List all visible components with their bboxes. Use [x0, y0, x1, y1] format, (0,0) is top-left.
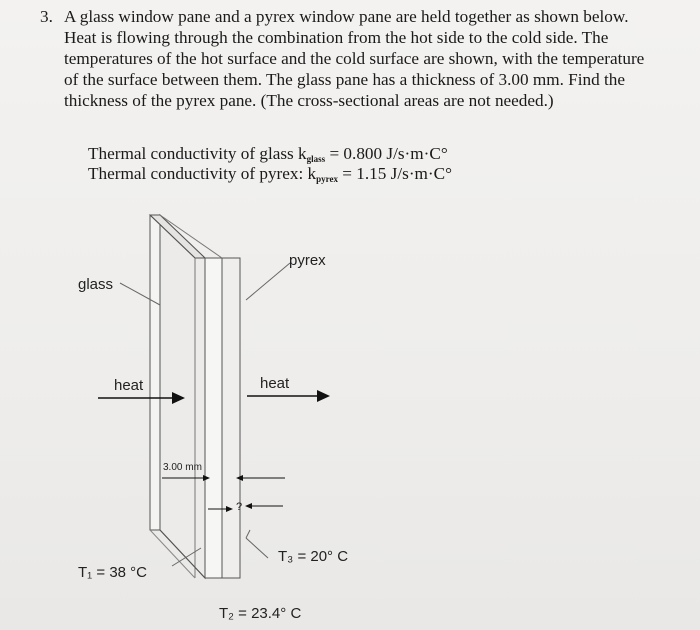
- pyrex-label: pyrex: [289, 252, 326, 269]
- glass-pane-front: [150, 215, 160, 530]
- t3-label: T₃ = 20° C: [278, 548, 349, 565]
- given-pyrex-subscript: pyrex: [316, 174, 338, 184]
- problem-line: of the surface between them. The glass pane has a thickness of 3.00 mm. Find the: [64, 70, 625, 89]
- given-pyrex-prefix: Thermal conductivity of pyrex: k: [88, 164, 317, 183]
- pyrex-pane-front: [205, 258, 222, 578]
- unknown-arrowhead-right: [245, 503, 252, 509]
- heat-in-label: heat: [114, 377, 144, 394]
- t1-label: T₁ = 38 °C: [78, 564, 148, 581]
- pyrex-leader-line: [246, 263, 290, 300]
- t2-label: T₂ = 23.4° C: [219, 605, 302, 622]
- given-pyrex-value: = 1.15 J/s·m·C°: [338, 164, 452, 183]
- given-glass-prefix: Thermal conductivity of glass k: [88, 144, 307, 163]
- pyrex-thickness-unknown: ?: [236, 501, 243, 513]
- glass-thickness-label: 3.00 mm: [163, 462, 202, 473]
- t3-leader-line: [246, 538, 268, 558]
- problem-line: thickness of the pyrex pane. (The cross-sectional areas are not needed.): [64, 91, 554, 110]
- glass-label: glass: [78, 276, 114, 293]
- heat-out-label: heat: [260, 375, 290, 392]
- problem-line: A glass window pane and a pyrex window pane are held together as shown below.: [64, 7, 629, 26]
- heat-out-arrowhead: [317, 390, 330, 402]
- given-glass-value: = 0.800 J/s·m·C°: [325, 144, 448, 163]
- problem-line: Heat is flowing through the combination from the hot side to the cold side. The: [64, 28, 609, 47]
- problem-number: 3.: [40, 7, 53, 26]
- pyrex-pane-side: [222, 258, 243, 578]
- t3-pointer-line: [246, 530, 250, 538]
- glass-pane-side: [160, 215, 205, 578]
- problem-line: temperatures of the hot surface and the cold surface are shown, with the temperature: [64, 49, 645, 68]
- given-glass-subscript: glass: [306, 154, 326, 164]
